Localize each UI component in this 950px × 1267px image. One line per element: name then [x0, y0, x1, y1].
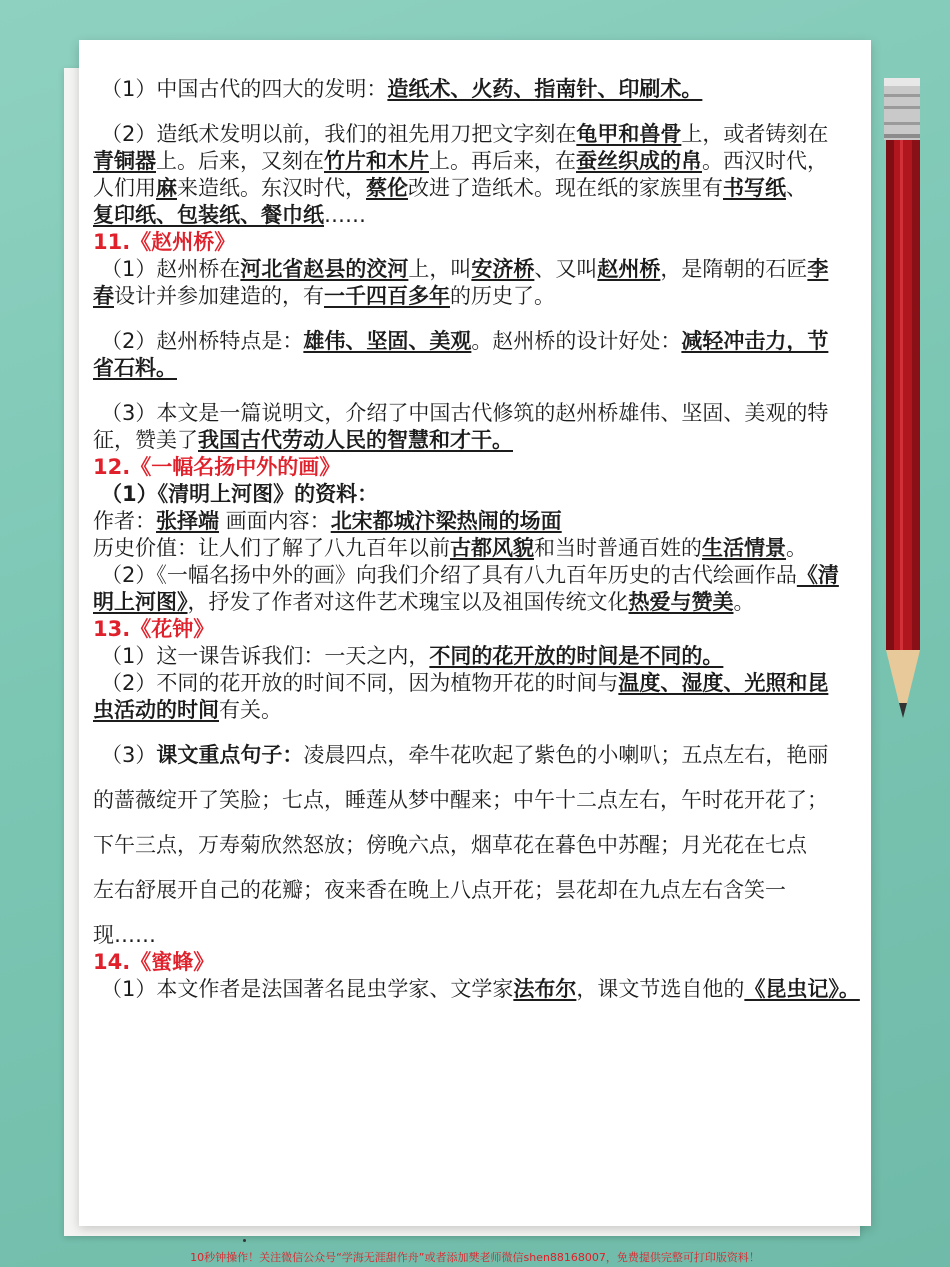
pencil-icon: [878, 78, 928, 718]
text-line: [93, 328, 857, 355]
text-line: [93, 562, 857, 589]
text-line: [93, 589, 857, 616]
text-run: （2）造纸术发明以前，我们的祖先用刀把文字刻在: [101, 122, 577, 146]
text-line: [93, 256, 857, 283]
text-line: [93, 949, 857, 976]
text-run: 。赵州桥的设计好处：: [471, 329, 682, 353]
text-run: 。西汉时代，: [702, 149, 828, 173]
text-run: 和当时普通百姓的: [534, 536, 702, 560]
key-term: 《清: [796, 563, 839, 587]
key-term: 造纸术、火药、指南针、印刷术。: [387, 77, 703, 101]
text-run: 上。再后来，在: [429, 149, 576, 173]
text-run: （1）本文作者是法国著名昆虫学家、文学家: [101, 977, 514, 1001]
key-term: 北宋都城汴梁热闹的场面: [330, 509, 562, 533]
text-line: [93, 283, 857, 310]
text-run: 下午三点，万寿菊欣然怒放；傍晚六点，烟草花在暮色中苏醒；月光花在七点: [93, 833, 807, 857]
text-line: [93, 787, 857, 814]
key-term: 复印纸、包装纸、餐巾纸: [93, 203, 324, 227]
text-run: 的历史了。: [450, 284, 555, 308]
text-line: [93, 535, 857, 562]
key-term: 明上河图》: [93, 590, 188, 614]
text-run: （2）不同的花开放的时间不同，因为植物开花的时间与: [101, 671, 619, 695]
key-term: 赵州桥: [597, 257, 661, 281]
text-line: [93, 922, 857, 949]
text-line: [93, 175, 857, 202]
text-run: ，课文节选自他的: [576, 977, 745, 1001]
key-term: 热爱与赞美: [628, 590, 734, 614]
key-term: 我国古代劳动人民的智慧和才干。: [198, 428, 513, 452]
section-heading: 11.《赵州桥》: [93, 230, 236, 254]
key-term: 古都风貌: [450, 536, 534, 560]
text-line: [93, 229, 857, 256]
key-term: 《昆虫记》。: [744, 977, 860, 1001]
bold-label: （1）《清明上河图》的资料：: [101, 482, 379, 506]
text-line: [93, 202, 857, 229]
text-run: （3）本文是一篇说明文，介绍了中国古代修筑的赵州桥雄伟、坚固、美观的特: [101, 401, 829, 425]
text-line: [93, 76, 857, 103]
key-term: 李: [807, 257, 829, 281]
key-term: 不同的花开放的时间是不同的。: [429, 644, 724, 668]
text-run: 。: [733, 590, 755, 614]
text-line: [93, 148, 857, 175]
text-run: 画面内容：: [219, 509, 331, 533]
text-run: 人们用: [93, 176, 156, 200]
text-line: [93, 877, 857, 904]
key-term: 减轻冲击力，节: [681, 329, 829, 353]
key-term: 法布尔: [513, 977, 577, 1001]
key-term: 蚕丝织成的帛: [576, 149, 702, 173]
text-line: [93, 400, 857, 427]
key-term: 河北省赵县的洨河: [240, 257, 409, 281]
text-run: 改进了造纸术。现在纸的家族里有: [408, 176, 723, 200]
key-term: 麻: [156, 176, 177, 200]
text-line: [93, 976, 860, 1003]
text-run: 上。后来，又刻在: [156, 149, 324, 173]
text-line: [93, 427, 857, 454]
text-run: （2）《一幅名扬中外的画》向我们介绍了具有八九百年历史的古代绘画作品: [101, 563, 797, 587]
text-line: [93, 670, 857, 697]
text-line: [93, 643, 857, 670]
key-term: 书写纸: [723, 176, 786, 200]
text-run: ……: [324, 203, 366, 227]
key-term: 雄伟、坚固、美观: [303, 329, 472, 353]
text-line: [93, 481, 857, 508]
key-term: 省石料。: [93, 356, 177, 380]
text-line: [93, 454, 857, 481]
scan-dot: [243, 1239, 246, 1242]
footer-notice: 10秒钟操作！关注微信公众号“学海无涯甜作舟”或者添加樊老师微信shen88168007，免费提供完整可打印版资料！: [190, 1251, 760, 1264]
text-run: 征，赞美了: [93, 428, 198, 452]
text-line: [93, 508, 857, 535]
section-heading: 13.《花钟》: [93, 617, 215, 641]
text-run: （1）赵州桥在: [101, 257, 241, 281]
text-run: （1）这一课告诉我们：一天之内，: [101, 644, 430, 668]
text-run: 的蔷薇绽开了笑脸；七点，睡莲从梦中醒来；中午十二点左右，午时花开花了；: [93, 788, 828, 812]
key-term: 青铜器: [93, 149, 156, 173]
text-run: 来造纸。东汉时代，: [177, 176, 366, 200]
text-run: 作者：: [93, 509, 156, 533]
document-content: [93, 76, 860, 1003]
key-term: 生活情景: [702, 536, 786, 560]
section-heading: 12.《一幅名扬中外的画》: [93, 455, 341, 479]
key-term: 虫活动的时间: [93, 698, 219, 722]
text-line: [93, 121, 857, 148]
key-term: 一千四百多年: [324, 284, 450, 308]
text-run: （2）赵州桥特点是：: [101, 329, 304, 353]
text-run: 、: [786, 176, 807, 200]
text-run: 现……: [93, 923, 156, 947]
text-run: （1）中国古代的四大的发明：: [101, 77, 388, 101]
text-run: 、又叫: [534, 257, 598, 281]
text-run: 左右舒展开自己的花瓣；夜来香在晚上八点开花；昙花却在九点左右含笑一: [93, 878, 786, 902]
text-line: [93, 742, 857, 769]
text-line: [93, 616, 857, 643]
text-run: ，抒发了作者对这件艺术瑰宝以及祖国传统文化: [187, 590, 629, 614]
text-run: ，是隋朝的石匠: [660, 257, 808, 281]
key-term: 春: [93, 284, 114, 308]
text-run: 上，叫: [408, 257, 472, 281]
key-term: 竹片和木片: [324, 149, 429, 173]
text-run: 设计并参加建造的，有: [114, 284, 324, 308]
key-term: 温度、湿度、光照和昆: [618, 671, 829, 695]
text-run: 有关。: [219, 698, 282, 722]
text-run: 。: [786, 536, 807, 560]
key-term: 蔡伦: [366, 176, 408, 200]
text-run: 历史价值：让人们了解了八九百年以前: [93, 536, 450, 560]
text-line: [93, 355, 857, 382]
document-page: [79, 40, 871, 1226]
text-line: [93, 697, 857, 724]
key-term: 张择端: [156, 509, 219, 533]
text-run: 上，或者铸刻在: [681, 122, 829, 146]
text-run: 凌晨四点，牵牛花吹起了紫色的小喇叭；五点左右，艳丽: [303, 743, 829, 767]
key-term: 安济桥: [471, 257, 535, 281]
text-line: [93, 832, 857, 859]
key-term: 龟甲和兽骨: [576, 122, 682, 146]
bold-label: 课文重点句子：: [156, 743, 304, 767]
section-heading: 14.《蜜蜂》: [93, 950, 215, 974]
text-run: （3）: [101, 743, 157, 767]
